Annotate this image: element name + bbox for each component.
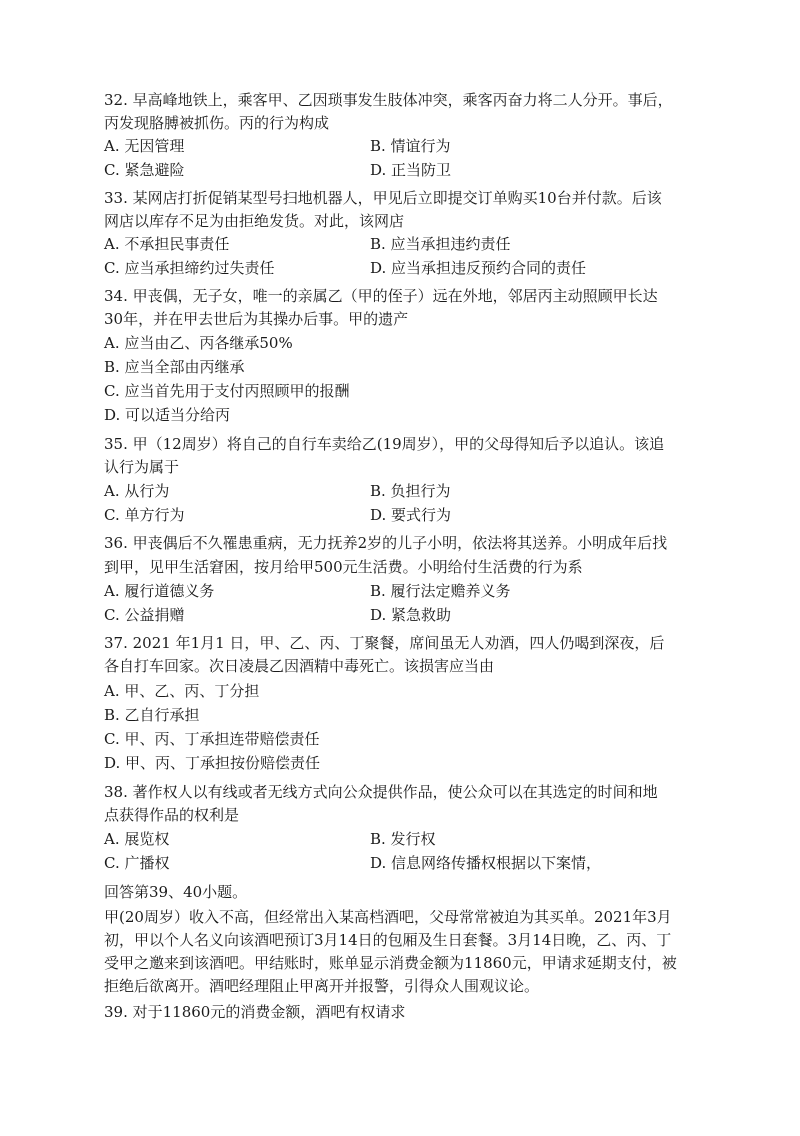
q33-option-d: D. 应当承担违反预约合同的责任: [370, 259, 587, 277]
q36-stem-line2: 到甲，见甲生活窘困，按月给甲500元生活费。小明给付生活费的行为系: [104, 558, 583, 576]
q34-option-c: C. 应当首先用于支付丙照顾甲的报酬: [104, 382, 350, 400]
q32-stem-line1: 32. 早高峰地铁上，乘客甲、乙因琐事发生肢体冲突，乘客丙奋力将二人分开。事后，: [104, 91, 673, 109]
q37-option-c: C. 甲、丙、丁承担连带赔偿责任: [104, 730, 320, 748]
q35-stem-line1: 35. 甲（12周岁）将自己的自行车卖给乙(19周岁），甲的父母得知后予以追认。该追: [104, 435, 665, 453]
q35-option-c: C. 单方行为: [104, 506, 185, 524]
q34-stem-line2: 30年，并在甲去世后为其操办后事。甲的遗产: [104, 310, 409, 328]
q32-stem-line2: 丙发现胳膊被抓伤。丙的行为构成: [104, 114, 330, 132]
q37-option-d: D. 甲、丙、丁承担按份赔偿责任: [104, 754, 321, 772]
q37-option-b: B. 乙自行承担: [104, 706, 200, 724]
q35-option-a: A. 从行为: [104, 482, 170, 500]
q32-option-c: C. 紧急避险: [104, 161, 185, 179]
q38-option-d: D. 信息网络传播权根据以下案情，: [370, 854, 602, 872]
q32-option-b: B. 情谊行为: [370, 137, 451, 155]
q34-option-d: D. 可以适当分给丙: [104, 406, 231, 424]
q36-option-a: A. 履行道德义务: [104, 582, 215, 600]
case-line4: 拒绝后欲离开。酒吧经理阻止甲离开并报警，引得众人围观议论。: [104, 977, 540, 995]
q33-option-a: A. 不承担民事责任: [104, 235, 230, 253]
q33-stem-line2: 网店以库存不足为由拒绝发货。对此，该网店: [104, 212, 405, 230]
q33-option-c: C. 应当承担缔约过失责任: [104, 259, 275, 277]
q38-stem-line2: 点获得作品的权利是: [104, 806, 240, 824]
q38-option-c: C. 广播权: [104, 854, 170, 872]
q38-stem-line1: 38. 著作权人以有线或者无线方式向公众提供作品，使公众可以在其选定的时间和地: [104, 783, 658, 801]
q32-option-d: D. 正当防卫: [370, 161, 452, 179]
q34-option-b: B. 应当全部由丙继承: [104, 358, 245, 376]
q35-option-b: B. 负担行为: [370, 482, 451, 500]
q36-option-b: B. 履行法定赡养义务: [370, 582, 511, 600]
q33-stem-line1: 33. 某网店打折促销某型号扫地机器人，甲见后立即提交订单购买10台并付款。后该: [104, 189, 662, 207]
q34-stem-line1: 34. 甲丧偶，无子女，唯一的亲属乙（甲的侄子）远在外地，邻居丙主动照顾甲长达: [104, 287, 658, 305]
case-line1: 甲(20周岁）收入不高，但经常出入某高档酒吧，父母常常被迫为其买单。2021年3月: [104, 908, 672, 926]
q32-option-a: A. 无因管理: [104, 137, 185, 155]
q36-option-c: C. 公益捐赠: [104, 606, 185, 624]
q36-stem-line1: 36. 甲丧偶后不久罹患重病，无力抚养2岁的儿子小明，依法将其送养。小明成年后找: [104, 534, 668, 552]
q36-option-d: D. 紧急救助: [370, 606, 452, 624]
q35-option-d: D. 要式行为: [370, 506, 452, 524]
q37-stem-line1: 37. 2021 年1月1 日，甲、乙、丙、丁聚餐，席间虽无人劝酒，四人仍喝到深夜，后: [104, 634, 665, 652]
q37-stem-line2: 各自打车回家。次日凌晨乙因酒精中毒死亡。该损害应当由: [104, 657, 495, 675]
q35-stem-line2: 认行为属于: [104, 458, 180, 476]
case-line3: 受甲之邀来到该酒吧。甲结账时，账单显示消费金额为11860元，甲请求延期支付，被: [104, 954, 677, 972]
case-line2: 初，甲以个人名义向该酒吧预订3月14日的包厢及生日套餐。3月14日晚，乙、丙、丁: [104, 931, 672, 949]
q39-stem-line1: 39. 对于11860元的消费金额，酒吧有权请求: [104, 1003, 406, 1021]
q33-option-b: B. 应当承担违约责任: [370, 235, 511, 253]
q38-option-b: B. 发行权: [370, 830, 436, 848]
q34-option-a: A. 应当由乙、丙各继承50%: [104, 334, 293, 352]
case-intro: 回答第39、40小题。: [104, 883, 248, 901]
q38-option-a: A. 展览权: [104, 830, 170, 848]
q37-option-a: A. 甲、乙、丙、丁分担: [104, 682, 260, 700]
